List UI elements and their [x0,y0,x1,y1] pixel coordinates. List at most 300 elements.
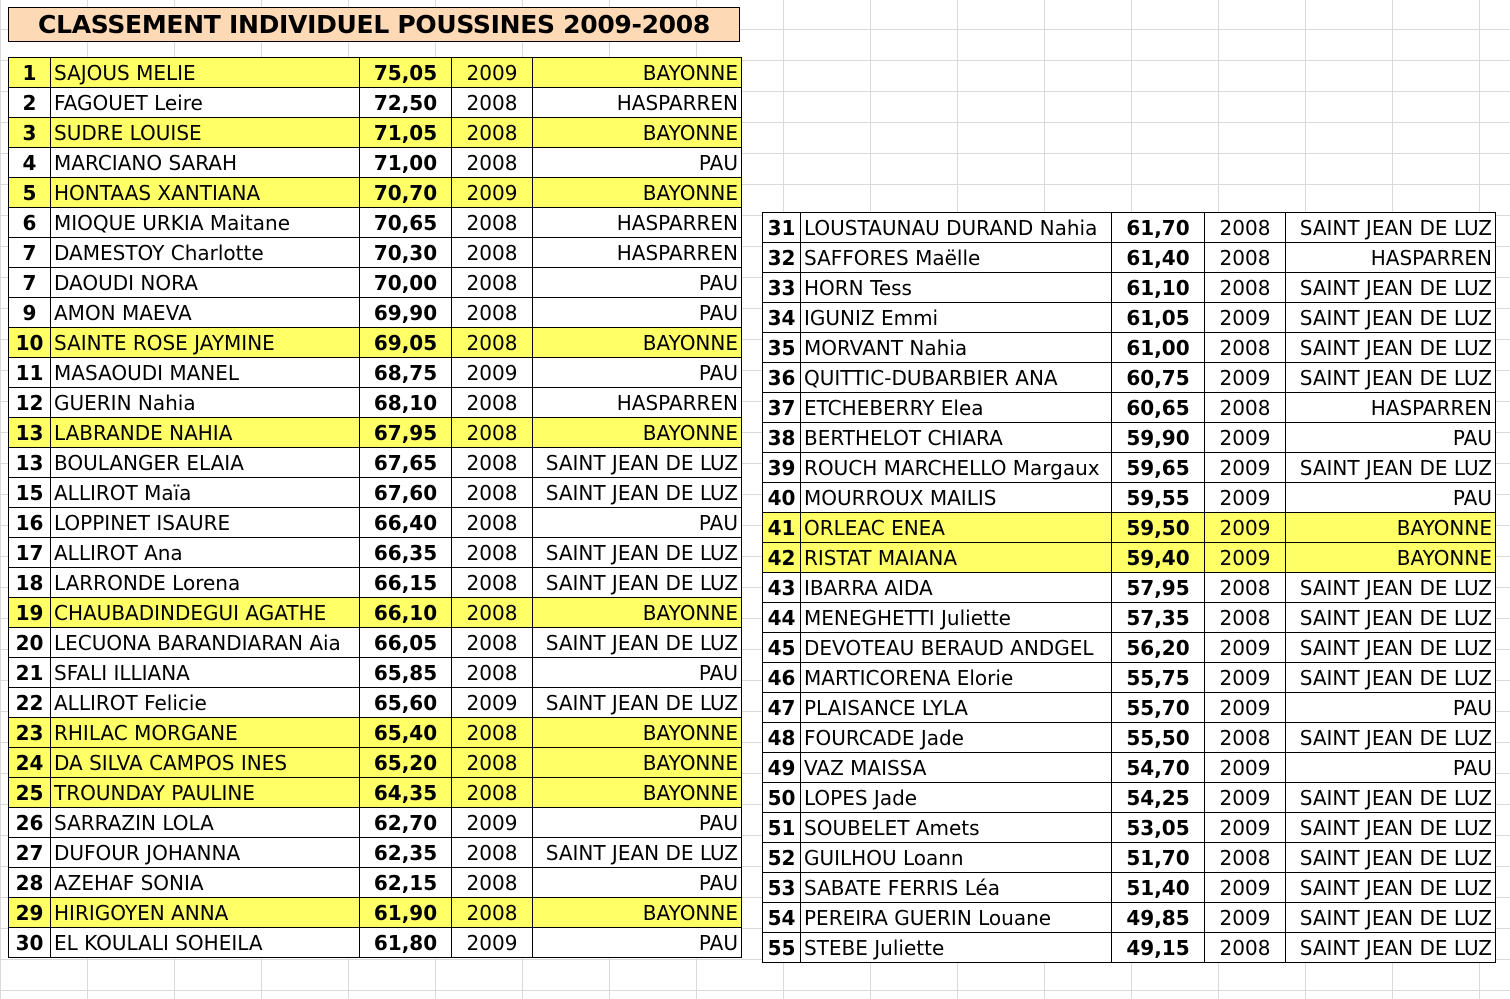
cell-name: BOULANGER ELAIA [51,448,360,478]
cell-score: 61,40 [1112,243,1205,273]
cell-year: 2008 [452,478,533,508]
cell-score: 57,35 [1112,603,1205,633]
cell-name: HONTAAS XANTIANA [51,178,360,208]
cell-rank: 45 [763,633,801,663]
cell-name: MIOQUE URKIA Maitane [51,208,360,238]
cell-name: MORVANT Nahia [801,333,1112,363]
cell-score: 55,70 [1112,693,1205,723]
cell-year: 2008 [452,568,533,598]
cell-rank: 12 [9,388,51,418]
cell-name: ALLIROT Maïa [51,478,360,508]
cell-score: 65,60 [360,688,452,718]
cell-score: 70,70 [360,178,452,208]
cell-score: 53,05 [1112,813,1205,843]
cell-name: GUERIN Nahia [51,388,360,418]
cell-name: RISTAT MAIANA [801,543,1112,573]
cell-year: 2009 [1205,423,1286,453]
cell-name: LABRANDE NAHIA [51,418,360,448]
cell-year: 2008 [1205,273,1286,303]
cell-club: HASPARREN [1286,393,1496,423]
cell-score: 68,10 [360,388,452,418]
cell-year: 2008 [452,238,533,268]
table-row [763,573,1496,603]
cell-name: SAJOUS MELIE [51,58,360,88]
cell-year: 2009 [1205,813,1286,843]
table-row [9,538,742,568]
cell-year: 2008 [1205,213,1286,243]
cell-year: 2008 [452,598,533,628]
cell-rank: 20 [9,628,51,658]
table-row [763,483,1496,513]
cell-club: SAINT JEAN DE LUZ [1286,603,1496,633]
cell-year: 2008 [452,538,533,568]
cell-name: IGUNIZ Emmi [801,303,1112,333]
cell-club: SAINT JEAN DE LUZ [1286,663,1496,693]
cell-name: MOURROUX MAILIS [801,483,1112,513]
cell-score: 54,70 [1112,753,1205,783]
cell-club: PAU [1286,693,1496,723]
table-row [9,688,742,718]
cell-rank: 1 [9,58,51,88]
table-row [763,453,1496,483]
cell-club: HASPARREN [533,388,742,418]
table-row [763,693,1496,723]
cell-score: 59,50 [1112,513,1205,543]
table-row [763,333,1496,363]
cell-name: LOPPINET ISAURE [51,508,360,538]
cell-rank: 48 [763,723,801,753]
table-row [9,748,742,778]
table-row [9,268,742,298]
cell-rank: 34 [763,303,801,333]
cell-name: MENEGHETTI Juliette [801,603,1112,633]
cell-name: SAINTE ROSE JAYMINE [51,328,360,358]
cell-year: 2009 [1205,753,1286,783]
cell-rank: 31 [763,213,801,243]
cell-year: 2009 [452,808,533,838]
cell-name: ROUCH MARCHELLO Margaux [801,453,1112,483]
cell-club: SAINT JEAN DE LUZ [533,688,742,718]
cell-name: DUFOUR JOHANNA [51,838,360,868]
cell-year: 2008 [452,508,533,538]
cell-name: QUITTIC-DUBARBIER ANA [801,363,1112,393]
cell-rank: 52 [763,843,801,873]
cell-score: 55,75 [1112,663,1205,693]
cell-club: PAU [533,148,742,178]
cell-rank: 47 [763,693,801,723]
table-row [9,88,742,118]
table-row [763,903,1496,933]
cell-club: SAINT JEAN DE LUZ [1286,903,1496,933]
table-row [763,513,1496,543]
table-row [9,298,742,328]
cell-name: SUDRE LOUISE [51,118,360,148]
cell-club: PAU [533,868,742,898]
cell-score: 72,50 [360,88,452,118]
cell-name: MARTICORENA Elorie [801,663,1112,693]
cell-club: BAYONNE [1286,543,1496,573]
cell-club: PAU [533,928,742,958]
cell-score: 71,05 [360,118,452,148]
table-row [9,148,742,178]
cell-name: SFALI ILLIANA [51,658,360,688]
table-row [763,423,1496,453]
table-row [9,838,742,868]
cell-score: 66,40 [360,508,452,538]
table-row [9,628,742,658]
cell-score: 54,25 [1112,783,1205,813]
cell-rank: 40 [763,483,801,513]
cell-name: SABATE FERRIS Léa [801,873,1112,903]
cell-rank: 50 [763,783,801,813]
cell-name: ORLEAC ENEA [801,513,1112,543]
cell-club: SAINT JEAN DE LUZ [1286,303,1496,333]
cell-score: 61,00 [1112,333,1205,363]
cell-name: AMON MAEVA [51,298,360,328]
cell-club: SAINT JEAN DE LUZ [1286,363,1496,393]
cell-rank: 33 [763,273,801,303]
cell-year: 2009 [1205,453,1286,483]
cell-rank: 3 [9,118,51,148]
cell-score: 51,40 [1112,873,1205,903]
table-row [9,868,742,898]
cell-rank: 17 [9,538,51,568]
cell-year: 2008 [452,328,533,358]
cell-club: BAYONNE [1286,513,1496,543]
table-row [763,723,1496,753]
cell-score: 49,85 [1112,903,1205,933]
table-row [763,813,1496,843]
page-title: CLASSEMENT INDIVIDUEL POUSSINES 2009-2008 [8,7,740,42]
cell-year: 2008 [452,658,533,688]
cell-name: MASAOUDI MANEL [51,358,360,388]
cell-year: 2008 [452,148,533,178]
cell-year: 2008 [1205,573,1286,603]
cell-club: SAINT JEAN DE LUZ [1286,213,1496,243]
cell-name: LOUSTAUNAU DURAND Nahia [801,213,1112,243]
table-row [9,178,742,208]
table-row [763,273,1496,303]
cell-club: SAINT JEAN DE LUZ [1286,453,1496,483]
cell-rank: 27 [9,838,51,868]
cell-year: 2009 [452,358,533,388]
cell-name: LARRONDE Lorena [51,568,360,598]
cell-rank: 35 [763,333,801,363]
cell-rank: 18 [9,568,51,598]
table-row [763,303,1496,333]
cell-club: SAINT JEAN DE LUZ [1286,333,1496,363]
cell-club: SAINT JEAN DE LUZ [1286,843,1496,873]
cell-club: SAINT JEAN DE LUZ [1286,633,1496,663]
cell-year: 2008 [452,718,533,748]
cell-rank: 28 [9,868,51,898]
cell-name: IBARRA AIDA [801,573,1112,603]
table-row [763,543,1496,573]
table-row [9,418,742,448]
table-row [9,778,742,808]
cell-year: 2008 [452,208,533,238]
cell-year: 2008 [452,88,533,118]
cell-club: SAINT JEAN DE LUZ [1286,813,1496,843]
cell-club: BAYONNE [533,748,742,778]
table-row [763,783,1496,813]
cell-rank: 11 [9,358,51,388]
cell-rank: 39 [763,453,801,483]
table-row [9,928,742,958]
cell-year: 2008 [1205,603,1286,633]
cell-rank: 46 [763,663,801,693]
cell-year: 2008 [452,868,533,898]
cell-name: ETCHEBERRY Elea [801,393,1112,423]
cell-score: 61,10 [1112,273,1205,303]
cell-score: 70,30 [360,238,452,268]
table-row [763,243,1496,273]
table-row [9,808,742,838]
cell-score: 62,70 [360,808,452,838]
cell-club: SAINT JEAN DE LUZ [533,628,742,658]
cell-year: 2009 [1205,633,1286,663]
cell-club: PAU [533,658,742,688]
cell-club: HASPARREN [1286,243,1496,273]
cell-year: 2009 [1205,363,1286,393]
cell-name: CHAUBADINDEGUI AGATHE [51,598,360,628]
cell-score: 60,75 [1112,363,1205,393]
cell-name: FOURCADE Jade [801,723,1112,753]
cell-rank: 7 [9,268,51,298]
cell-score: 70,65 [360,208,452,238]
cell-club: SAINT JEAN DE LUZ [533,478,742,508]
cell-club: SAINT JEAN DE LUZ [1286,783,1496,813]
table-row [9,478,742,508]
cell-club: BAYONNE [533,328,742,358]
cell-score: 65,20 [360,748,452,778]
cell-rank: 26 [9,808,51,838]
cell-rank: 16 [9,508,51,538]
cell-club: HASPARREN [533,208,742,238]
cell-rank: 44 [763,603,801,633]
cell-score: 70,00 [360,268,452,298]
cell-rank: 41 [763,513,801,543]
cell-name: DAMESTOY Charlotte [51,238,360,268]
cell-rank: 43 [763,573,801,603]
cell-name: GUILHOU Loann [801,843,1112,873]
cell-rank: 19 [9,598,51,628]
cell-year: 2009 [1205,693,1286,723]
cell-rank: 13 [9,418,51,448]
cell-year: 2009 [1205,663,1286,693]
cell-name: SARRAZIN LOLA [51,808,360,838]
cell-year: 2008 [452,298,533,328]
cell-club: HASPARREN [533,238,742,268]
table-row [9,208,742,238]
cell-club: SAINT JEAN DE LUZ [1286,933,1496,963]
cell-score: 61,70 [1112,213,1205,243]
cell-club: PAU [533,358,742,388]
table-row [763,603,1496,633]
cell-score: 59,55 [1112,483,1205,513]
table-row [9,508,742,538]
ranking-table-left [8,57,742,958]
table-row [9,58,742,88]
cell-club: SAINT JEAN DE LUZ [533,538,742,568]
cell-club: PAU [533,298,742,328]
cell-year: 2008 [452,418,533,448]
cell-club: PAU [1286,423,1496,453]
cell-score: 60,65 [1112,393,1205,423]
cell-year: 2008 [1205,333,1286,363]
cell-rank: 2 [9,88,51,118]
cell-club: SAINT JEAN DE LUZ [1286,873,1496,903]
cell-rank: 22 [9,688,51,718]
cell-club: SAINT JEAN DE LUZ [1286,273,1496,303]
cell-year: 2009 [452,688,533,718]
cell-score: 57,95 [1112,573,1205,603]
table-row [9,658,742,688]
cell-club: PAU [533,268,742,298]
cell-name: DAOUDI NORA [51,268,360,298]
table-row [9,448,742,478]
cell-rank: 21 [9,658,51,688]
ranking-table-right [762,212,1496,963]
table-row [9,238,742,268]
cell-score: 49,15 [1112,933,1205,963]
cell-year: 2009 [1205,903,1286,933]
cell-club: BAYONNE [533,718,742,748]
cell-year: 2008 [452,388,533,418]
cell-rank: 30 [9,928,51,958]
cell-score: 56,20 [1112,633,1205,663]
cell-score: 66,15 [360,568,452,598]
cell-name: EL KOULALI SOHEILA [51,928,360,958]
table-row [763,663,1496,693]
cell-score: 67,60 [360,478,452,508]
cell-year: 2008 [452,778,533,808]
cell-year: 2008 [1205,393,1286,423]
cell-club: BAYONNE [533,178,742,208]
cell-club: SAINT JEAN DE LUZ [533,448,742,478]
cell-score: 59,40 [1112,543,1205,573]
cell-score: 66,05 [360,628,452,658]
cell-rank: 7 [9,238,51,268]
cell-rank: 6 [9,208,51,238]
cell-score: 65,85 [360,658,452,688]
cell-score: 59,65 [1112,453,1205,483]
cell-score: 64,35 [360,778,452,808]
cell-rank: 9 [9,298,51,328]
cell-score: 66,10 [360,598,452,628]
table-row [9,898,742,928]
cell-club: BAYONNE [533,598,742,628]
cell-name: RHILAC MORGANE [51,718,360,748]
cell-year: 2009 [1205,303,1286,333]
cell-name: ALLIROT Felicie [51,688,360,718]
cell-name: HIRIGOYEN ANNA [51,898,360,928]
cell-club: BAYONNE [533,898,742,928]
cell-score: 59,90 [1112,423,1205,453]
cell-rank: 49 [763,753,801,783]
cell-club: BAYONNE [533,418,742,448]
cell-name: DEVOTEAU BERAUD ANDGEL [801,633,1112,663]
cell-rank: 29 [9,898,51,928]
cell-name: DA SILVA CAMPOS INES [51,748,360,778]
cell-rank: 32 [763,243,801,273]
cell-year: 2009 [1205,513,1286,543]
cell-rank: 5 [9,178,51,208]
table-row [763,843,1496,873]
cell-year: 2009 [452,928,533,958]
cell-score: 68,75 [360,358,452,388]
cell-score: 66,35 [360,538,452,568]
cell-club: SAINT JEAN DE LUZ [533,568,742,598]
table-row [9,328,742,358]
cell-year: 2008 [1205,843,1286,873]
cell-score: 71,00 [360,148,452,178]
cell-score: 67,65 [360,448,452,478]
cell-score: 61,05 [1112,303,1205,333]
cell-rank: 53 [763,873,801,903]
cell-club: SAINT JEAN DE LUZ [1286,723,1496,753]
cell-rank: 24 [9,748,51,778]
cell-rank: 37 [763,393,801,423]
cell-year: 2009 [452,58,533,88]
table-row [9,718,742,748]
cell-year: 2008 [1205,243,1286,273]
table-row [9,358,742,388]
cell-score: 67,95 [360,418,452,448]
cell-year: 2009 [1205,783,1286,813]
cell-score: 61,80 [360,928,452,958]
cell-club: BAYONNE [533,778,742,808]
cell-name: AZEHAF SONIA [51,868,360,898]
cell-name: MARCIANO SARAH [51,148,360,178]
cell-rank: 42 [763,543,801,573]
table-row [9,388,742,418]
cell-score: 61,90 [360,898,452,928]
cell-name: PLAISANCE LYLA [801,693,1112,723]
table-row [763,873,1496,903]
cell-year: 2009 [1205,873,1286,903]
cell-year: 2008 [452,748,533,778]
table-row [9,118,742,148]
table-row [763,363,1496,393]
cell-year: 2009 [1205,483,1286,513]
cell-club: PAU [1286,483,1496,513]
cell-rank: 54 [763,903,801,933]
table-row [763,633,1496,663]
cell-name: ALLIROT Ana [51,538,360,568]
cell-score: 69,90 [360,298,452,328]
cell-name: LOPES Jade [801,783,1112,813]
cell-club: SAINT JEAN DE LUZ [533,838,742,868]
cell-rank: 38 [763,423,801,453]
cell-rank: 13 [9,448,51,478]
cell-name: PEREIRA GUERIN Louane [801,903,1112,933]
cell-name: HORN Tess [801,273,1112,303]
cell-score: 62,15 [360,868,452,898]
table-row [763,753,1496,783]
cell-rank: 15 [9,478,51,508]
cell-club: BAYONNE [533,118,742,148]
cell-name: VAZ MAISSA [801,753,1112,783]
cell-year: 2008 [452,898,533,928]
cell-name: BERTHELOT CHIARA [801,423,1112,453]
cell-score: 69,05 [360,328,452,358]
cell-year: 2008 [1205,723,1286,753]
cell-name: FAGOUET Leire [51,88,360,118]
cell-rank: 25 [9,778,51,808]
table-row [9,568,742,598]
table-row [9,598,742,628]
